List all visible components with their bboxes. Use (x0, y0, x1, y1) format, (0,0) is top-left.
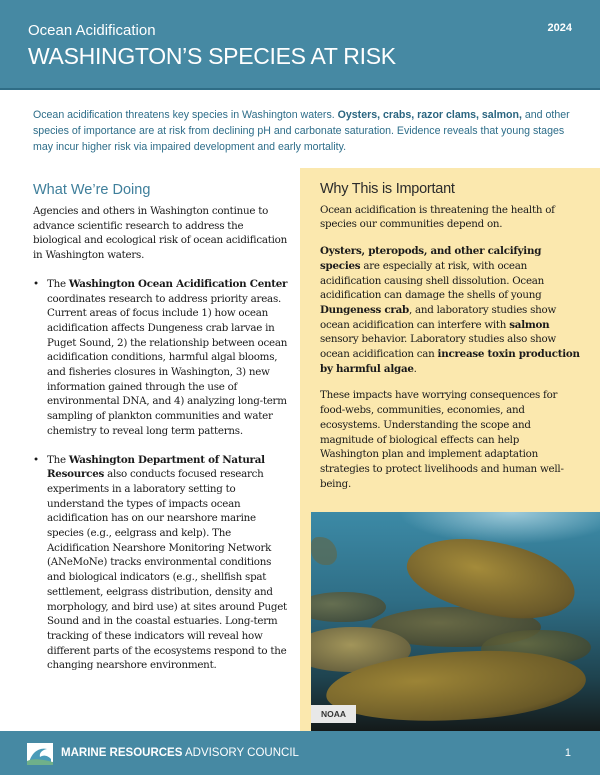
intro-text-2: and other species of importance are at risk from declining pH and carbonate saturation. Evidence reveals that young stages may incur higher risk via impaired development and early mortality. (33, 109, 570, 153)
bullet-text-pre: The (47, 453, 69, 466)
org-name-rest: ADVISORY COUNCIL (182, 747, 299, 759)
section-title-why-important: Why This is Important (320, 181, 455, 197)
p2-text-3: sensory behavior. Laboratory studies also show ocean acidification can (320, 333, 556, 361)
bullet-org-name: Washington Ocean Acidification Center (68, 277, 288, 290)
wave-logo-icon (27, 743, 53, 765)
bold-salmon: salmon (509, 318, 550, 331)
why-important-p2 (320, 244, 580, 376)
org-name-bold: MARINE RESOURCES (61, 747, 183, 759)
page-footer (0, 731, 600, 775)
bullet-list (33, 277, 291, 673)
intro-bold-species: Oysters, crabs, razor clams, salmon, (337, 109, 522, 121)
why-important-content (320, 182, 580, 503)
bullet-text-post: coordinates research to address priority areas. Current areas of focus include 1) how ocean acidification affects Dungeness crab larvae in Puget Sound, 2) the relationship between ocean acidification conditions, harmful algal blooms, and fisheries closures in Washington, 3) new information gained through the use of environmental DNA, and 4) analyzing long-term sampling of plankton communities and water chemistry to reveal long term patterns. (47, 292, 288, 437)
page-number: 1 (564, 747, 571, 759)
bullet-text-pre: The (47, 277, 69, 290)
bullet-text-post: also conducts focused research experiments in a laboratory setting to understand the types of impacts ocean acidification has on our nearshore marine species (e.g., eelgrass and kelp). The Acidification Nearshore Monitoring Network (ANeMoNe) tracks environmental conditions and biological indicators (e.g., shellfish spat settlement, eelgrass distribution, density and morphology, and bird use) at sites around Puget Sound and in the coastal estuaries. Long-term tracking of these indicators will reveal how different parts of the ecosystems respond to the changing nearshore environment. (47, 468, 287, 672)
org-name (61, 747, 299, 759)
bullet-icon: • (33, 453, 39, 466)
bullet-item (33, 453, 291, 674)
why-important-p1: Ocean acidification is threatening the health of species our communities depend on. (320, 203, 555, 231)
header-kicker: Ocean Acidification (28, 22, 156, 39)
bullet-org-name: Washington Department of Natural Resources (47, 453, 265, 481)
p2-text-2: , and laboratory studies show ocean acidification can interfere with (320, 303, 557, 331)
what-we-are-doing-section (33, 182, 291, 687)
fish-shape (311, 592, 386, 622)
p2-text-4: . (413, 362, 417, 375)
bold-dungeness-crab: Dungeness crab (320, 303, 409, 316)
page-title: WASHINGTON’S SPECIES AT RISK (28, 43, 396, 69)
page-header (0, 0, 600, 90)
bullet-item (33, 277, 291, 439)
bold-harmful-algae: increase toxin production by harmful algae (320, 348, 580, 375)
section-title-what-we-are-doing: What We’re Doing (33, 182, 151, 198)
fish-shape (311, 537, 337, 565)
header-year: 2024 (547, 22, 572, 34)
what-we-are-doing-lead: Agencies and others in Washington continue to advance scientific research to address the biological and ecological risk of ocean acidification in Washington waters. (33, 205, 287, 262)
salmon-photo (311, 512, 600, 731)
intro-text-1: Ocean acidification threatens key species in Washington waters. (33, 109, 338, 121)
bullet-icon: • (33, 277, 39, 290)
photo-credit: NOAA (311, 705, 356, 723)
bold-calcifying-species: Oysters, pteropods, and other calcifying species (320, 245, 542, 272)
why-important-panel (300, 168, 600, 731)
why-important-p3: These impacts have worrying consequences for food-webs, communities, economies, and ecosystems. Understanding the scope and magnitude of biological effects can help Washington plan and implement adaptation strategies to protect livelihoods and human well-being. (320, 389, 564, 490)
intro-paragraph (33, 107, 573, 155)
p2-text-1: are especially at risk, with ocean acidification causing shell dissolution. Ocean acidification can damage the shells of young (320, 259, 545, 302)
